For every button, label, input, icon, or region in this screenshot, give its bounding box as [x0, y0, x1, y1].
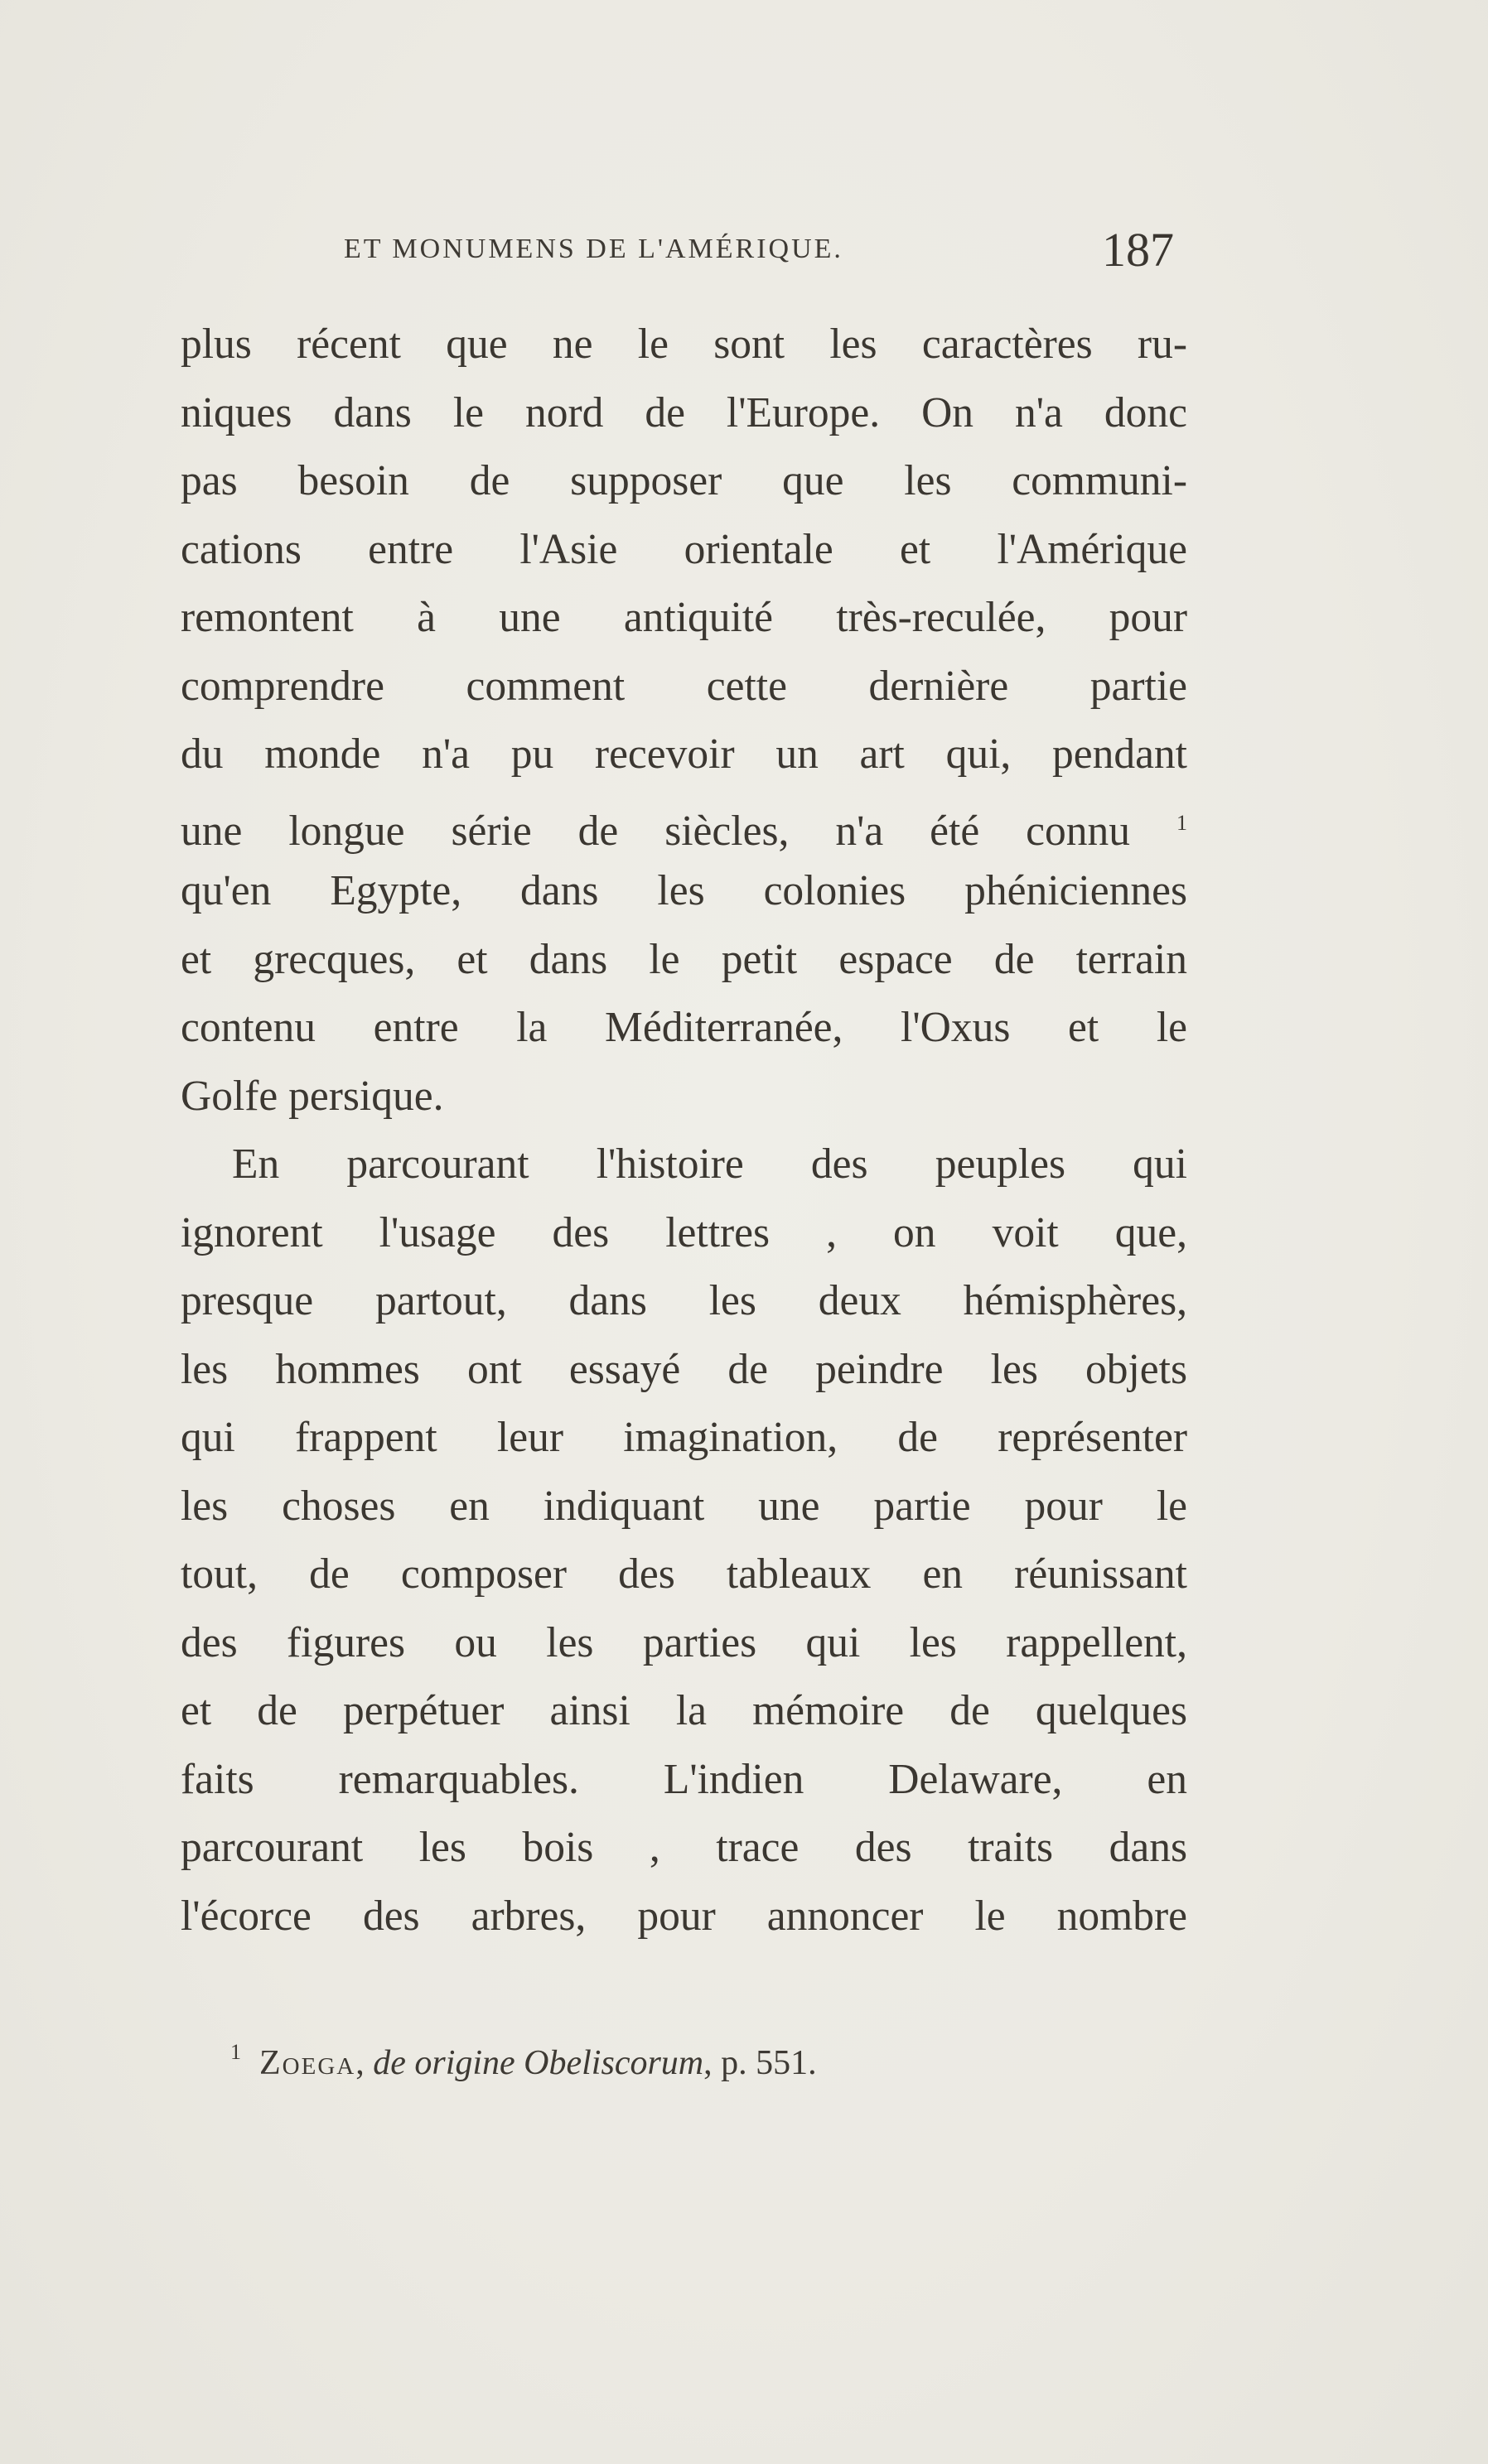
- running-title: ET MONUMENS DE L'AMÉRIQUE.: [344, 234, 843, 264]
- footnote-separator: ,: [355, 2044, 374, 2082]
- text-line: du monde n'a pu recevoir un art qui, pendant: [181, 731, 1187, 778]
- text-line: cations entre l'Asie orientale et l'Amérique: [181, 525, 1187, 573]
- body-text: [181, 311, 1187, 1950]
- text-line: qui frappent leur imagination, de représenter: [181, 1414, 1187, 1461]
- text-line: plus récent que ne le sont les caractères ru-: [181, 321, 1187, 368]
- text-line: comprendre comment cette dernière partie: [181, 662, 1187, 710]
- text-line: parcourant les bois , trace des traits dans: [181, 1824, 1187, 1871]
- paragraph-end-line: Golfe persique.: [181, 1072, 444, 1120]
- paragraph-start-line: En parcourant l'histoire des peuples qui: [232, 1140, 1187, 1188]
- page-number: 187: [1102, 223, 1174, 277]
- text-line: et de perpétuer ainsi la mémoire de quelques: [181, 1687, 1187, 1734]
- text-line-content: une longue série de siècles, n'a été connu: [181, 807, 1131, 855]
- footnote: [230, 2040, 817, 2083]
- text-line: ignorent l'usage des lettres , on voit que,: [181, 1208, 1187, 1256]
- text-line: et grecques, et dans le petit espace de terrain: [181, 935, 1187, 983]
- footnote-title: de origine Obeliscorum: [373, 2044, 704, 2082]
- text-line: les hommes ont essayé de peindre les objets: [181, 1345, 1187, 1393]
- text-line: les choses en indiquant une partie pour le: [181, 1482, 1187, 1530]
- footnote-locator: , p. 551.: [703, 2044, 817, 2082]
- text-line: remontent à une antiquité très-reculée, pour: [181, 594, 1187, 641]
- text-line: qu'en Egypte, dans les colonies phéniciennes: [181, 867, 1187, 914]
- text-line: pas besoin de supposer que les communi-: [181, 457, 1187, 504]
- text-line: l'écorce des arbres, pour annoncer le nombre: [181, 1892, 1187, 1940]
- text-line: des figures ou les parties qui les rappellent,: [181, 1618, 1187, 1666]
- footnote-marker: 1: [230, 2040, 241, 2064]
- text-line: tout, de composer des tableaux en réunissant: [181, 1550, 1187, 1598]
- footnote-author: Zoega: [259, 2044, 356, 2082]
- text-line: contenu entre la Méditerranée, l'Oxus et le: [181, 1004, 1187, 1051]
- footnote-reference: 1: [1176, 810, 1187, 835]
- text-line: faits remarquables. L'indien Delaware, en: [181, 1755, 1187, 1803]
- text-line-with-footnote-ref: [181, 789, 1187, 858]
- text-line: niques dans le nord de l'Europe. On n'a donc: [181, 388, 1187, 436]
- text-line: presque partout, dans les deux hémisphères,: [181, 1277, 1187, 1324]
